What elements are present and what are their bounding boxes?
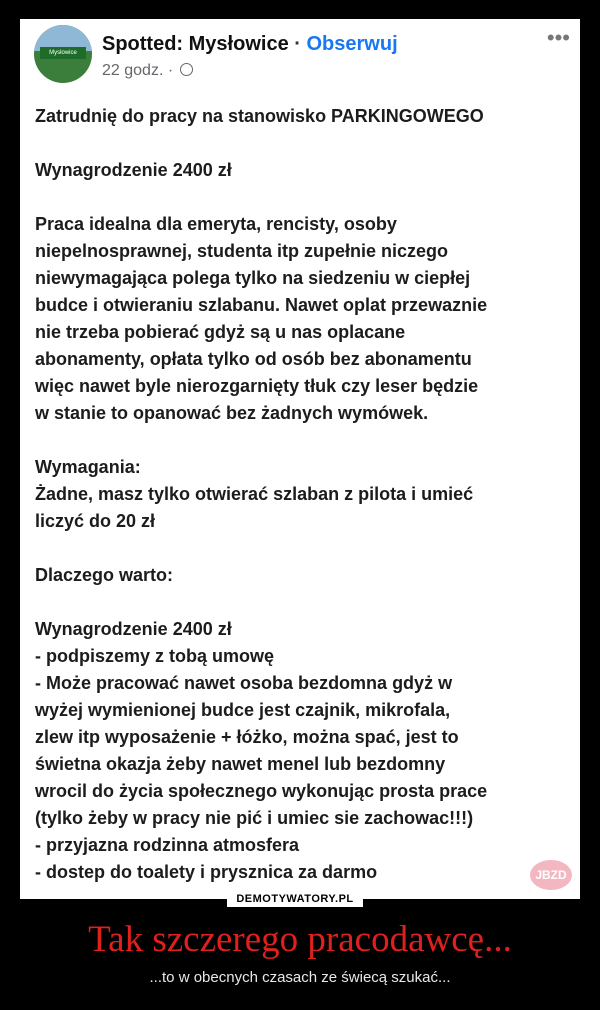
post-text-line: Zatrudnię do pracy na stanowisko PARKINGOWEGO (35, 106, 484, 126)
post-text-line: liczyć do 20 zł (35, 511, 156, 531)
post-text-line: abonamenty, opłata tylko od osób bez abonamentu (35, 349, 472, 369)
header-separator: · (294, 33, 301, 55)
post-header (102, 33, 398, 56)
post-text-line: - dostep do toalety i prysznica za darmo (35, 862, 378, 882)
post-text-line: w stanie to opanować bez żadnych wymówek. (35, 403, 429, 423)
caption-title: Tak szczerego pracodawcę... (88, 919, 512, 960)
more-options-icon[interactable]: ••• (546, 25, 570, 50)
post-text-line: zlew itp wyposażenie + łóżko, można spać, jest to (35, 727, 459, 747)
globe-icon (180, 63, 193, 76)
post-text-line: więc nawet byle nierozgarnięty tłuk czy leser będzie (35, 376, 479, 396)
follow-button[interactable]: Obserwuj (306, 33, 398, 55)
blank-line (35, 184, 575, 211)
post-text-line: niepelnosprawnej, studenta itp zupełnie niczego (35, 241, 449, 261)
post-text-line: nie trzeba pobierać gdyż są u nas oplacane (35, 322, 406, 342)
post-screenshot (20, 19, 580, 899)
post-text-line: Praca idealna dla emeryta, rencisty, osoby (35, 214, 397, 234)
avatar-label: Mysłowice (40, 47, 86, 59)
post-body (35, 103, 575, 886)
post-text-line: budce i otwieraniu szlabanu. Nawet oplat przewaznie (35, 295, 488, 315)
post-text-line: - przyjazna rodzinna atmosfera (35, 835, 300, 855)
blank-line (35, 130, 575, 157)
page-name[interactable]: Spotted: Mysłowice (102, 33, 289, 55)
post-text-line: niewymagająca polega tylko na siedzeniu w ciepłej (35, 268, 471, 288)
watermark: DEMOTYWATORY.PL (227, 892, 363, 907)
jbzd-badge: JBZD (530, 860, 572, 890)
blank-line (35, 535, 575, 562)
page-avatar[interactable] (34, 25, 92, 83)
blank-line (35, 427, 575, 454)
post-text-line: Wynagrodzenie 2400 zł (35, 160, 232, 180)
post-text-line: świetna okazja żeby nawet menel lub bezdomny (35, 754, 446, 774)
caption-subtitle: ...to w obecnych czasach ze świecą szukać... (149, 969, 451, 986)
post-text-line: - podpiszemy z tobą umowę (35, 646, 275, 666)
post-text-line: - Może pracować nawet osoba bezdomna gdyż w (35, 673, 453, 693)
post-time[interactable]: 22 godz. · (102, 62, 174, 79)
blank-line (35, 589, 575, 616)
post-text-line: Żadne, masz tylko otwierać szlaban z pilota i umieć (35, 484, 474, 504)
post-text-line: Wymagania: (35, 457, 141, 477)
post-text-line: Dlaczego warto: (35, 565, 174, 585)
post-meta (102, 62, 193, 80)
post-text-line: Wynagrodzenie 2400 zł (35, 619, 232, 639)
post-text-line: (tylko żeby w pracy nie pić i umiec sie zachowac!!!) (35, 808, 474, 828)
post-text-line: wyżej wymienionej budce jest czajnik, mikrofala, (35, 700, 451, 720)
post-text-line: wrocil do życia społecznego wykonując prosta prace (35, 781, 488, 801)
